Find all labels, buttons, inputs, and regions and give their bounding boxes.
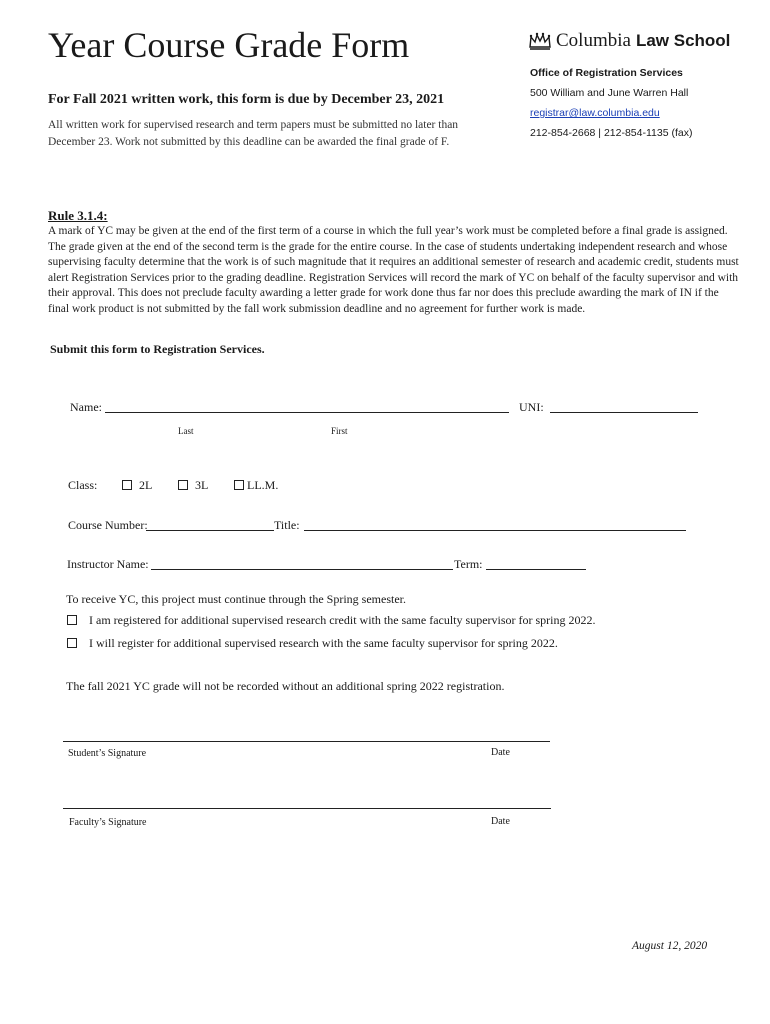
logo-text-columbia: Columbia [556,30,631,51]
due-date-notice: For Fall 2021 written work, this form is due by December 23, 2021 [48,92,445,107]
logo-text-law-school: Law School [635,31,731,50]
term-label: Term: [454,557,483,571]
uni-label: UNI: [519,400,544,414]
office-address: 500 William and June Warren Hall [530,87,689,99]
class-2l-checkbox[interactable] [122,480,132,490]
faculty-signature-line[interactable] [63,808,551,809]
yc-requirement-text: To receive YC, this project must continue through the Spring semester. [66,592,406,606]
class-3l-checkbox[interactable] [178,480,188,490]
instructor-name-label: Instructor Name: [67,557,149,571]
first-name-hint: First [331,426,348,436]
student-date-label: Date [491,747,510,758]
term-field[interactable] [486,569,586,570]
title-label: Title: [274,518,300,532]
revision-date: August 12, 2020 [632,940,708,952]
will-register-checkbox[interactable] [67,638,77,648]
uni-field[interactable] [550,412,698,413]
rule-heading: Rule 3.1.4: [48,208,108,223]
class-2l-label: 2L [139,478,153,492]
registered-checkbox[interactable] [67,615,77,625]
course-number-label: Course Number: [68,518,148,532]
page-title: Year Course Grade Form [48,25,410,65]
course-number-field[interactable] [146,530,274,531]
submit-instruction: Submit this form to Registration Services. [50,342,265,356]
crown-icon [528,32,552,50]
office-name: Office of Registration Services [530,67,683,79]
registered-option-label: I am registered for additional supervised research credit with the same faculty supervisor for spring 2022. [89,613,596,627]
student-signature-label: Student’s Signature [68,748,147,759]
name-field[interactable] [105,412,509,413]
faculty-signature-label: Faculty’s Signature [69,817,147,828]
faculty-date-label: Date [491,816,510,827]
rule-body: A mark of YC may be given at the end of the first term of a course in which the full year’s work must be completed before a final grade is assigned. The grade given at the end of the second term is the grade for the entire course. In the case of students undertaking independent research and whose supervising faculty determine that the work is of such magnitude that it requires an additional semester of research and academic credit, students must alert Registration Services prior to the grading deadline. Registration Services will record the mark of YC on behalf of the faculty supervisor and with their approval. This does not preclude faculty awarding a letter grade for work done thus far nor does this preclude awarding the mark of IN if the final work product is not submitted by the fall work submission deadline and no agreement for further work is made. [48,225,739,315]
last-name-hint: Last [178,426,194,436]
registrar-email-link[interactable]: registrar@law.columbia.edu [530,107,660,119]
title-field[interactable] [304,530,686,531]
office-phone: 212-854-2668 | 212-854-1135 (fax) [530,127,693,139]
name-label: Name: [70,400,102,414]
columbia-law-logo [528,30,730,52]
will-register-option-label: I will register for additional supervised research with the same faculty supervisor for spring 2022. [89,636,558,650]
class-label: Class: [68,478,98,492]
student-signature-line[interactable] [63,741,550,742]
submission-instructions: All written work for supervised research and term papers must be submitted no later than December 23. Work not submitted by this deadline can be awarded the final grade of F. [48,119,459,148]
class-llm-checkbox[interactable] [234,480,244,490]
class-llm-label: LL.M. [247,478,279,492]
instructor-name-field[interactable] [151,569,453,570]
yc-registration-note: The fall 2021 YC grade will not be recorded without an additional spring 2022 registration. [66,679,505,693]
class-3l-label: 3L [195,478,209,492]
